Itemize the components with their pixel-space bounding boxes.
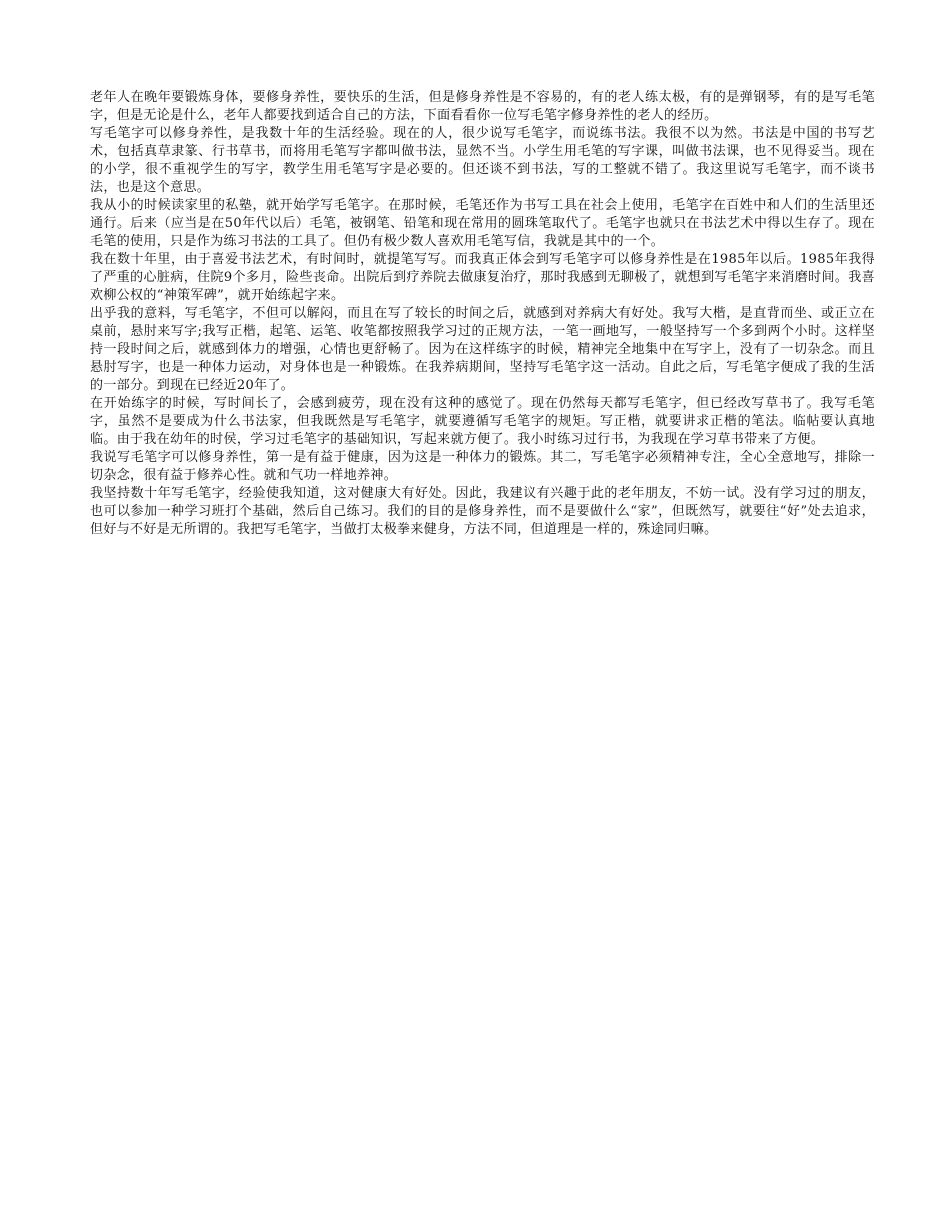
- article-body: [90, 89, 875, 539]
- paragraph-recommendation: 我坚持数十年写毛笔字，经验使我知道，这对健康大有好处。因此，我建议有兴趣于此的老年朋友，不妨一试。没有学习过的朋友，也可以参加一种学习班打个基础，然后自己练习。我们的目的是修身养性，而不是要做什么“家”，但既然写，就要往“好”处去追求，但好与不好是无所谓的。我把写毛笔字，当做打太极拳来健身，方法不同，但道理是一样的，殊途同归嘛。: [90, 486, 875, 537]
- paragraph-intro: 老年人在晚年要锻炼身体，要修身养性，要快乐的生活，但是修身养性是不容易的，有的老人练太极，有的是弹钢琴，有的是写毛笔字，但是无论是什么，老年人都要找到适合自己的方法，下面看看你一位写毛笔字修身养性的老人的经历。: [90, 90, 875, 123]
- paragraph-practice: 在开始练字的时候，写时间长了，会感到疲劳，现在没有这种的感觉了。现在仍然每天都写毛笔字，但已经改写草书了。我写毛笔字，虽然不是要成为什么书法家，但我既然是写毛笔字，就要遵循写毛笔字的规矩。写正楷，就要讲求正楷的笔法。临帖要认真地临。由于我在幼年的时侯，学习过毛笔字的基础知识，写起来就方便了。我小时练习过行书，为我现在学习草书带来了方便。: [90, 396, 875, 447]
- paragraph-benefits: 出乎我的意料，写毛笔字，不但可以解闷，而且在写了较长的时间之后，就感到对养病大有好处。我写大楷，是直背而坐、或正立在桌前，悬肘来写字;我写正楷，起笔、运笔、收笔都按照我学习过的正规方法，一笔一画地写，一般坚持写一个多到两个小时。这样坚持一段时间之后，就感到体力的增强，心情也更舒畅了。因为在这样练字的时候，精神完全地集中在写字上，没有了一切杂念。而且悬肘写字，也是一种体力运动，对身体也是一种锻炼。在我养病期间，坚持写毛笔字这一活动。自此之后，写毛笔字便成了我的生活的一部分。到现在已经近20年了。: [90, 306, 875, 393]
- paragraph-childhood: 我从小的时候读家里的私塾，就开始学写毛笔字。在那时候，毛笔还作为书写工具在社会上使用，毛笔字在百姓中和人们的生活里还通行。后来（应当是在50年代以后）毛笔，被钢笔、铅笔和现在常用的圆珠笔取代了。毛笔字也就只在书法艺术中得以生存了。现在毛笔的使用，只是作为练习书法的工具了。但仍有极少数人喜欢用毛笔写信，我就是其中的一个。: [90, 198, 875, 249]
- paragraph-calligraphy-definition: 写毛笔字可以修身养性，是我数十年的生活经验。现在的人，很少说写毛笔字，而说练书法。我很不以为然。书法是中国的书写艺术，包括真草隶篆、行书草书，而将用毛笔写字都叫做书法，显然不当。小学生用毛笔的写字课，叫做书法课，也不见得妥当。现在的小学，很不重视学生的写字，教学生用毛笔写字是必要的。但还谈不到书法，写的工整就不错了。我这里说写毛笔字，而不谈书法，也是这个意思。: [90, 126, 875, 195]
- paragraph-summary: 我说写毛笔字可以修身养性，第一是有益于健康，因为这是一种体力的锻炼。其二，写毛笔字必须精神专注，全心全意地写，排除一切杂念，很有益于修养心性。就和气功一样地养神。: [90, 450, 875, 483]
- paragraph-illness-1985: 我在数十年里，由于喜爱书法艺术，有时间时，就提笔写写。而我真正体会到写毛笔字可以修身养性是在1985年以后。1985年我得了严重的心脏病，住院9个多月，险些丧命。出院后到疗养院去做康复治疗，那时我感到无聊极了，就想到写毛笔字来消磨时间。我喜欢柳公权的“神策军碑”，就开始练起字来。: [90, 252, 875, 303]
